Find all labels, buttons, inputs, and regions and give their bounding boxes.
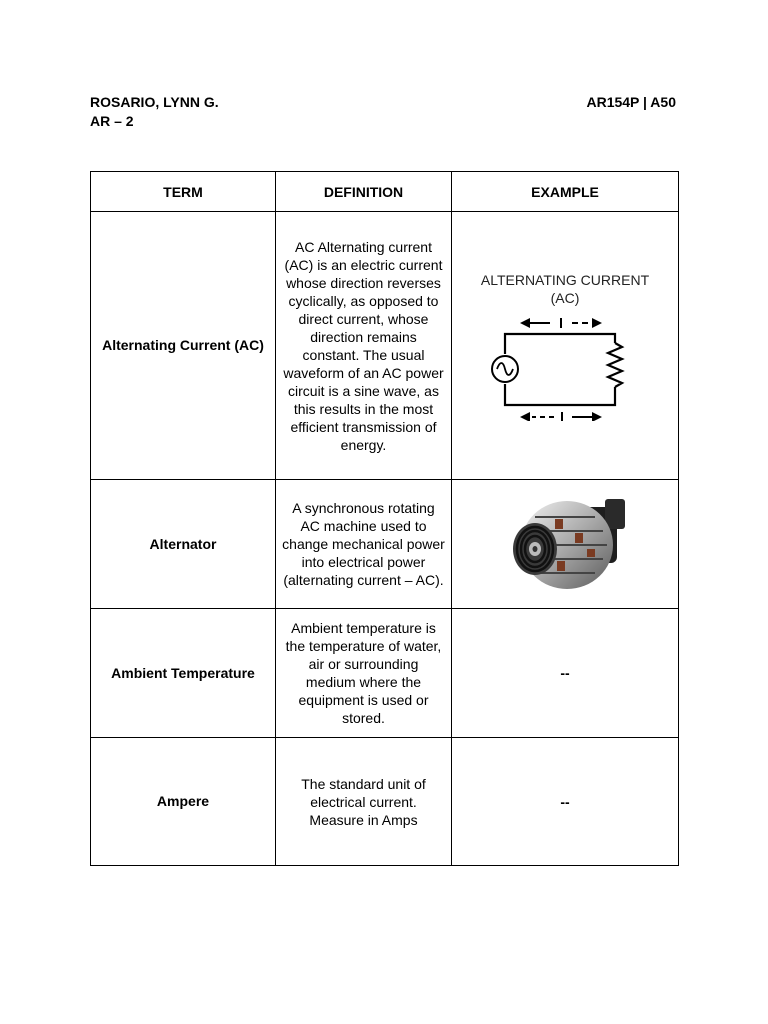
diagram-title: ALTERNATING CURRENT [480,271,650,288]
column-header-definition: DEFINITION [276,172,452,212]
example-placeholder: -- [560,793,570,810]
circuit-loop [505,334,622,405]
term-cell: Ambient Temperature [91,609,276,738]
top-arrows [520,318,602,328]
author-block [90,93,219,131]
author-name: ROSARIO, LYNN G. [90,94,219,110]
ac-circuit-diagram [470,271,660,421]
example-cell [452,738,679,866]
table-row [91,609,679,738]
definition-cell: A synchronous rotating AC machine used to change mechanical power into electrical power (alternating current – AC). [276,480,452,609]
example-cell [452,480,679,609]
ac-source-icon [492,356,518,382]
table-row [91,480,679,609]
term-cell: Alternator [91,480,276,609]
definition-cell: Ambient temperature is the temperature of water, air or surrounding medium where the equipment is used or stored. [276,609,452,738]
table-row [91,212,679,480]
alternator-image [495,489,635,599]
term-cell: Ampere [91,738,276,866]
definition-cell: The standard unit of electrical current. Measure in Amps [276,738,452,866]
table-row [91,738,679,866]
course-code: AR154P | A50 [586,94,676,110]
bottom-arrows [520,412,602,421]
column-header-example: EXAMPLE [452,172,679,212]
author-section: AR – 2 [90,113,134,129]
diagram-subtitle: (AC) [550,289,580,306]
example-cell [452,609,679,738]
term-cell: Alternating Current (AC) [91,212,276,480]
table-header-row [91,172,679,212]
definition-cell: AC Alternating current (AC) is an electric current whose direction reverses cyclically, as opposed to direct current, whose direction remains constant. The usual waveform of an AC power circuit is a sine wave, as this results in the most efficient transmission of energy. [276,212,452,480]
column-header-term: TERM [91,172,276,212]
example-placeholder: -- [560,665,570,681]
example-cell [452,212,679,480]
glossary-table [90,171,679,866]
